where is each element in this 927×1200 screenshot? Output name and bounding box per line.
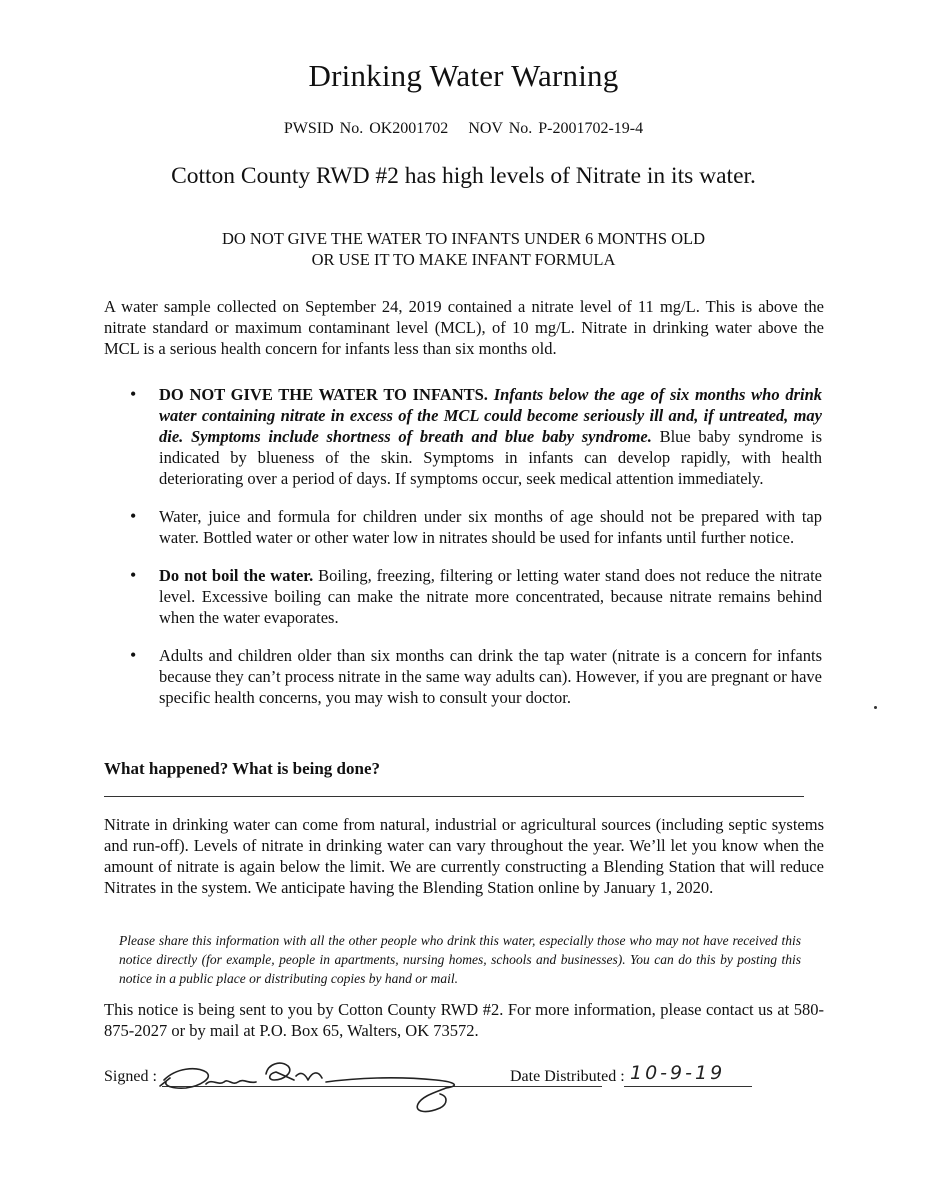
list-item (104, 384, 822, 489)
date-line (624, 1086, 752, 1087)
signature-row (104, 1062, 764, 1112)
intro-paragraph: A water sample collected on September 24, 2019 contained a nitrate level of 11 mg/L. This is above the nitrate standard or maximum contaminant level (MCL), of 10 mg/L. Nitrate in drinking water above the MCL is a serious health concern for infants less than six months old. (104, 297, 824, 358)
boil-warning-bold: Do not boil the water. (159, 566, 314, 585)
bullet-icon: • (130, 565, 137, 585)
section-heading: What happened? What is being done? (104, 759, 381, 778)
guidance-list (104, 384, 822, 708)
date-distributed-value: 10-9-19 (630, 1062, 726, 1084)
identifier-line (0, 120, 927, 138)
infant-warning-line1: DO NOT GIVE THE WATER TO INFANTS UNDER 6 MONTHS OLD (221, 229, 706, 248)
infant-warning-line2: OR USE IT TO MAKE INFANT FORMULA (311, 250, 616, 269)
infants-warning-bold: DO NOT GIVE THE WATER TO INFANTS. (159, 385, 488, 404)
pwsid-number: PWSID No. OK2001702 (283, 120, 449, 137)
list-item (104, 565, 822, 628)
divider (104, 796, 804, 797)
share-notice: Please share this information with all the other people who drink this water, especially those who may not have received this notice directly (for example, people in apartments, nursing homes, schools and businesses). You can do this by posting this notice in a public place or distributing copies by hand or mail. (119, 933, 801, 986)
formula-text: Water, juice and formula for children under six months of age should not be prepared with tap water. Bottled water or other water low in nitrates should be used for infants until further notice. (159, 507, 822, 547)
list-item (104, 645, 822, 708)
infant-warning (0, 228, 927, 270)
bullet-icon: • (130, 645, 137, 665)
list-item (104, 506, 822, 548)
bullet-icon: • (130, 506, 137, 526)
boil-warning-text: Boiling, freezing, filtering or letting water stand does not reduce the nitrate level. Excessive boiling can make the nitrate more concentrated, because nitrate remains behind when the water evaporates. (159, 566, 822, 627)
signed-label: Signed : (104, 1068, 157, 1085)
infants-warning-emphasis: Infants below the age of six months who drink water containing nitrate in excess of the MCL could become seriously ill and, if untreated, may die. Symptoms include shortness of breath and blue baby syndrome. (159, 385, 823, 446)
contact-paragraph: This notice is being sent to you by Cotton County RWD #2. For more information, please contact us at 580-875-2027 or by mail at P.O. Box 65, Walters, OK 73572. (104, 1000, 824, 1040)
handwritten-signature (156, 1046, 476, 1116)
page-title: Drinking Water Warning (308, 58, 619, 93)
subtitle: Cotton County RWD #2 has high levels of Nitrate in its water. (171, 163, 756, 189)
nov-number: NOV No. P-2001702-19-4 (468, 120, 644, 137)
adults-text: Adults and children older than six months can drink the tap water (nitrate is a concern for infants because they can’t process nitrate in the same way adults can). However, if you are pregnant or have specific health concerns, you may wish to consult your doctor. (159, 646, 822, 707)
infants-warning-text: Blue baby syndrome is indicated by blueness of the skin. Symptoms in infants can develop rapidly, with health deteriorating over a period of days. If symptoms occur, seek medical attention immediately. (159, 427, 822, 488)
date-distributed-label: Date Distributed : (510, 1068, 625, 1085)
bullet-icon: • (130, 384, 137, 404)
what-happened-paragraph: Nitrate in drinking water can come from natural, industrial or agricultural sources (including septic systems and run-off). Levels of nitrate in drinking water can vary throughout the year. We’ll let you know when the amount of nitrate is again below the limit. We are currently constructing a Blending Station that will reduce Nitrates in the system. We anticipate having the Blending Station online by January 1, 2020. (104, 815, 824, 897)
scan-speck (874, 706, 877, 709)
